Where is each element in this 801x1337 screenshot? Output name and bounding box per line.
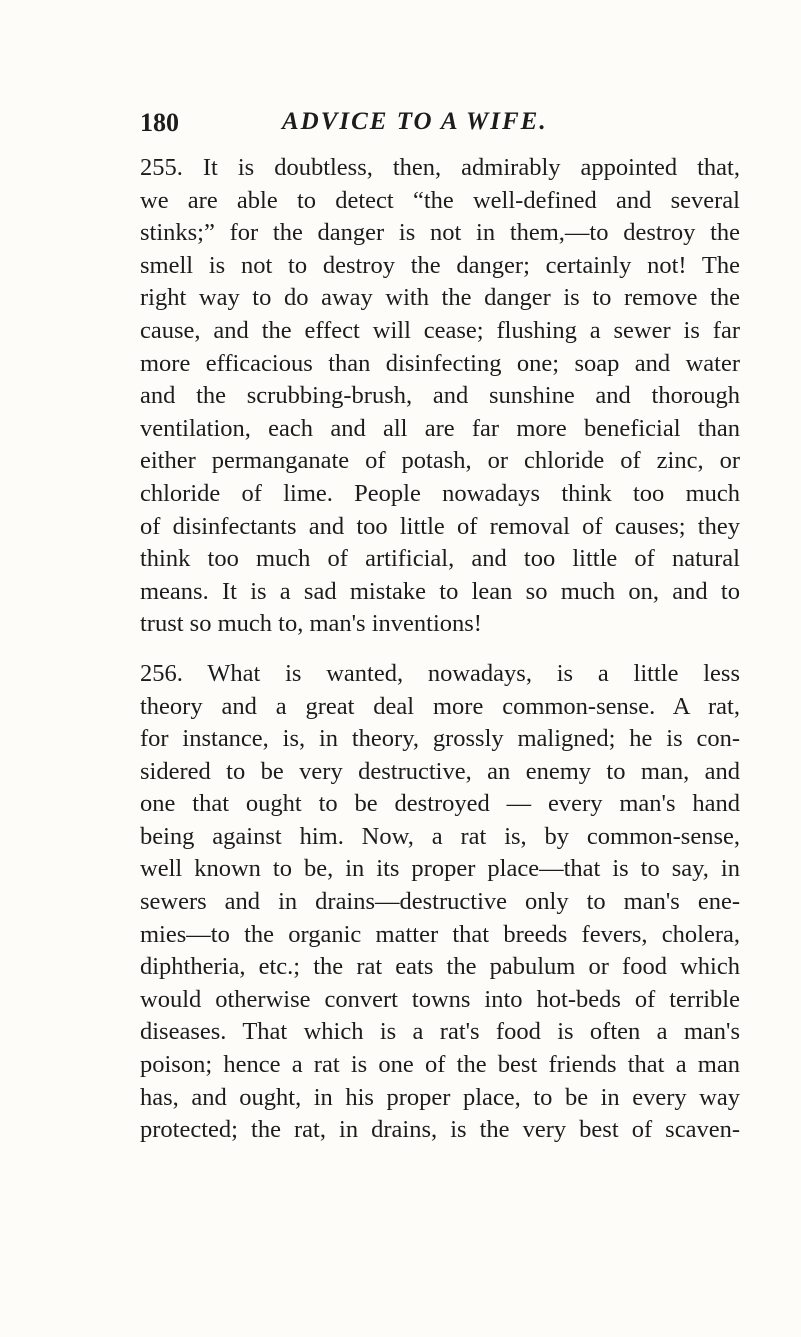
text-line: diseases. That which is a rat's food is often a man's: [140, 1018, 740, 1046]
text-line: mies—to the organic matter that breeds fevers, cholera,: [140, 920, 740, 948]
text-line: and the scrubbing-brush, and sunshine and thorough: [140, 382, 740, 410]
text-line: well known to be, in its proper place—that is to say, in: [140, 855, 740, 883]
text-line: for instance, is, in theory, grossly maligned; he is con-: [140, 725, 740, 753]
text-line: has, and ought, in his proper place, to be in every way: [140, 1083, 740, 1111]
body-text: [140, 152, 740, 1147]
text-line: sidered to be very destructive, an enemy to man, and: [140, 757, 740, 785]
text-line: protected; the rat, in drains, is the very best of scaven-: [140, 1116, 740, 1144]
running-title: ADVICE TO A WIFE.: [282, 108, 548, 135]
text-line: would otherwise convert towns into hot-beds of terrible: [140, 985, 740, 1013]
page-number: 180: [140, 108, 179, 137]
text-line: poison; hence a rat is one of the best friends that a man: [140, 1051, 740, 1079]
text-line: think too much of artificial, and too little of natural: [140, 545, 740, 573]
text-line: cause, and the effect will cease; flushing a sewer is far: [140, 316, 740, 344]
text-line: chloride of lime. People nowadays think too much: [140, 479, 740, 507]
text-line: 256. What is wanted, nowadays, is a little less: [140, 659, 740, 687]
text-line: smell is not to destroy the danger; certainly not! The: [140, 251, 740, 279]
text-line: either permanganate of potash, or chloride of zinc, or: [140, 447, 740, 475]
text-line: of disinfectants and too little of removal of causes; they: [140, 512, 740, 540]
text-line: 255. It is doubtless, then, admirably appointed that,: [140, 154, 740, 181]
text-line: right way to do away with the danger is to remove the: [140, 284, 740, 312]
page-header: [140, 108, 740, 140]
text-line: we are able to detect “the well-defined and several: [140, 186, 740, 214]
text-line: sewers and in drains—destructive only to man's ene-: [140, 888, 740, 916]
text-line: being against him. Now, a rat is, by common-sense,: [140, 822, 740, 850]
paragraph-gap: [140, 641, 740, 658]
text-line: trust so much to, man's inventions!: [140, 610, 482, 638]
text-line: more efficacious than disinfecting one; soap and water: [140, 349, 740, 377]
text-line: ventilation, each and all are far more beneficial than: [140, 414, 740, 442]
text-line: theory and a great deal more common-sense. A rat,: [140, 692, 740, 720]
text-line: diphtheria, etc.; the rat eats the pabulum or food which: [140, 953, 740, 981]
text-line: stinks;” for the danger is not in them,—to destroy the: [140, 219, 740, 247]
paragraph-256: [140, 658, 740, 1147]
text-line: means. It is a sad mistake to lean so much on, and to: [140, 577, 740, 605]
text-line: one that ought to be destroyed — every man's hand: [140, 790, 740, 818]
paragraph-255: [140, 152, 740, 641]
